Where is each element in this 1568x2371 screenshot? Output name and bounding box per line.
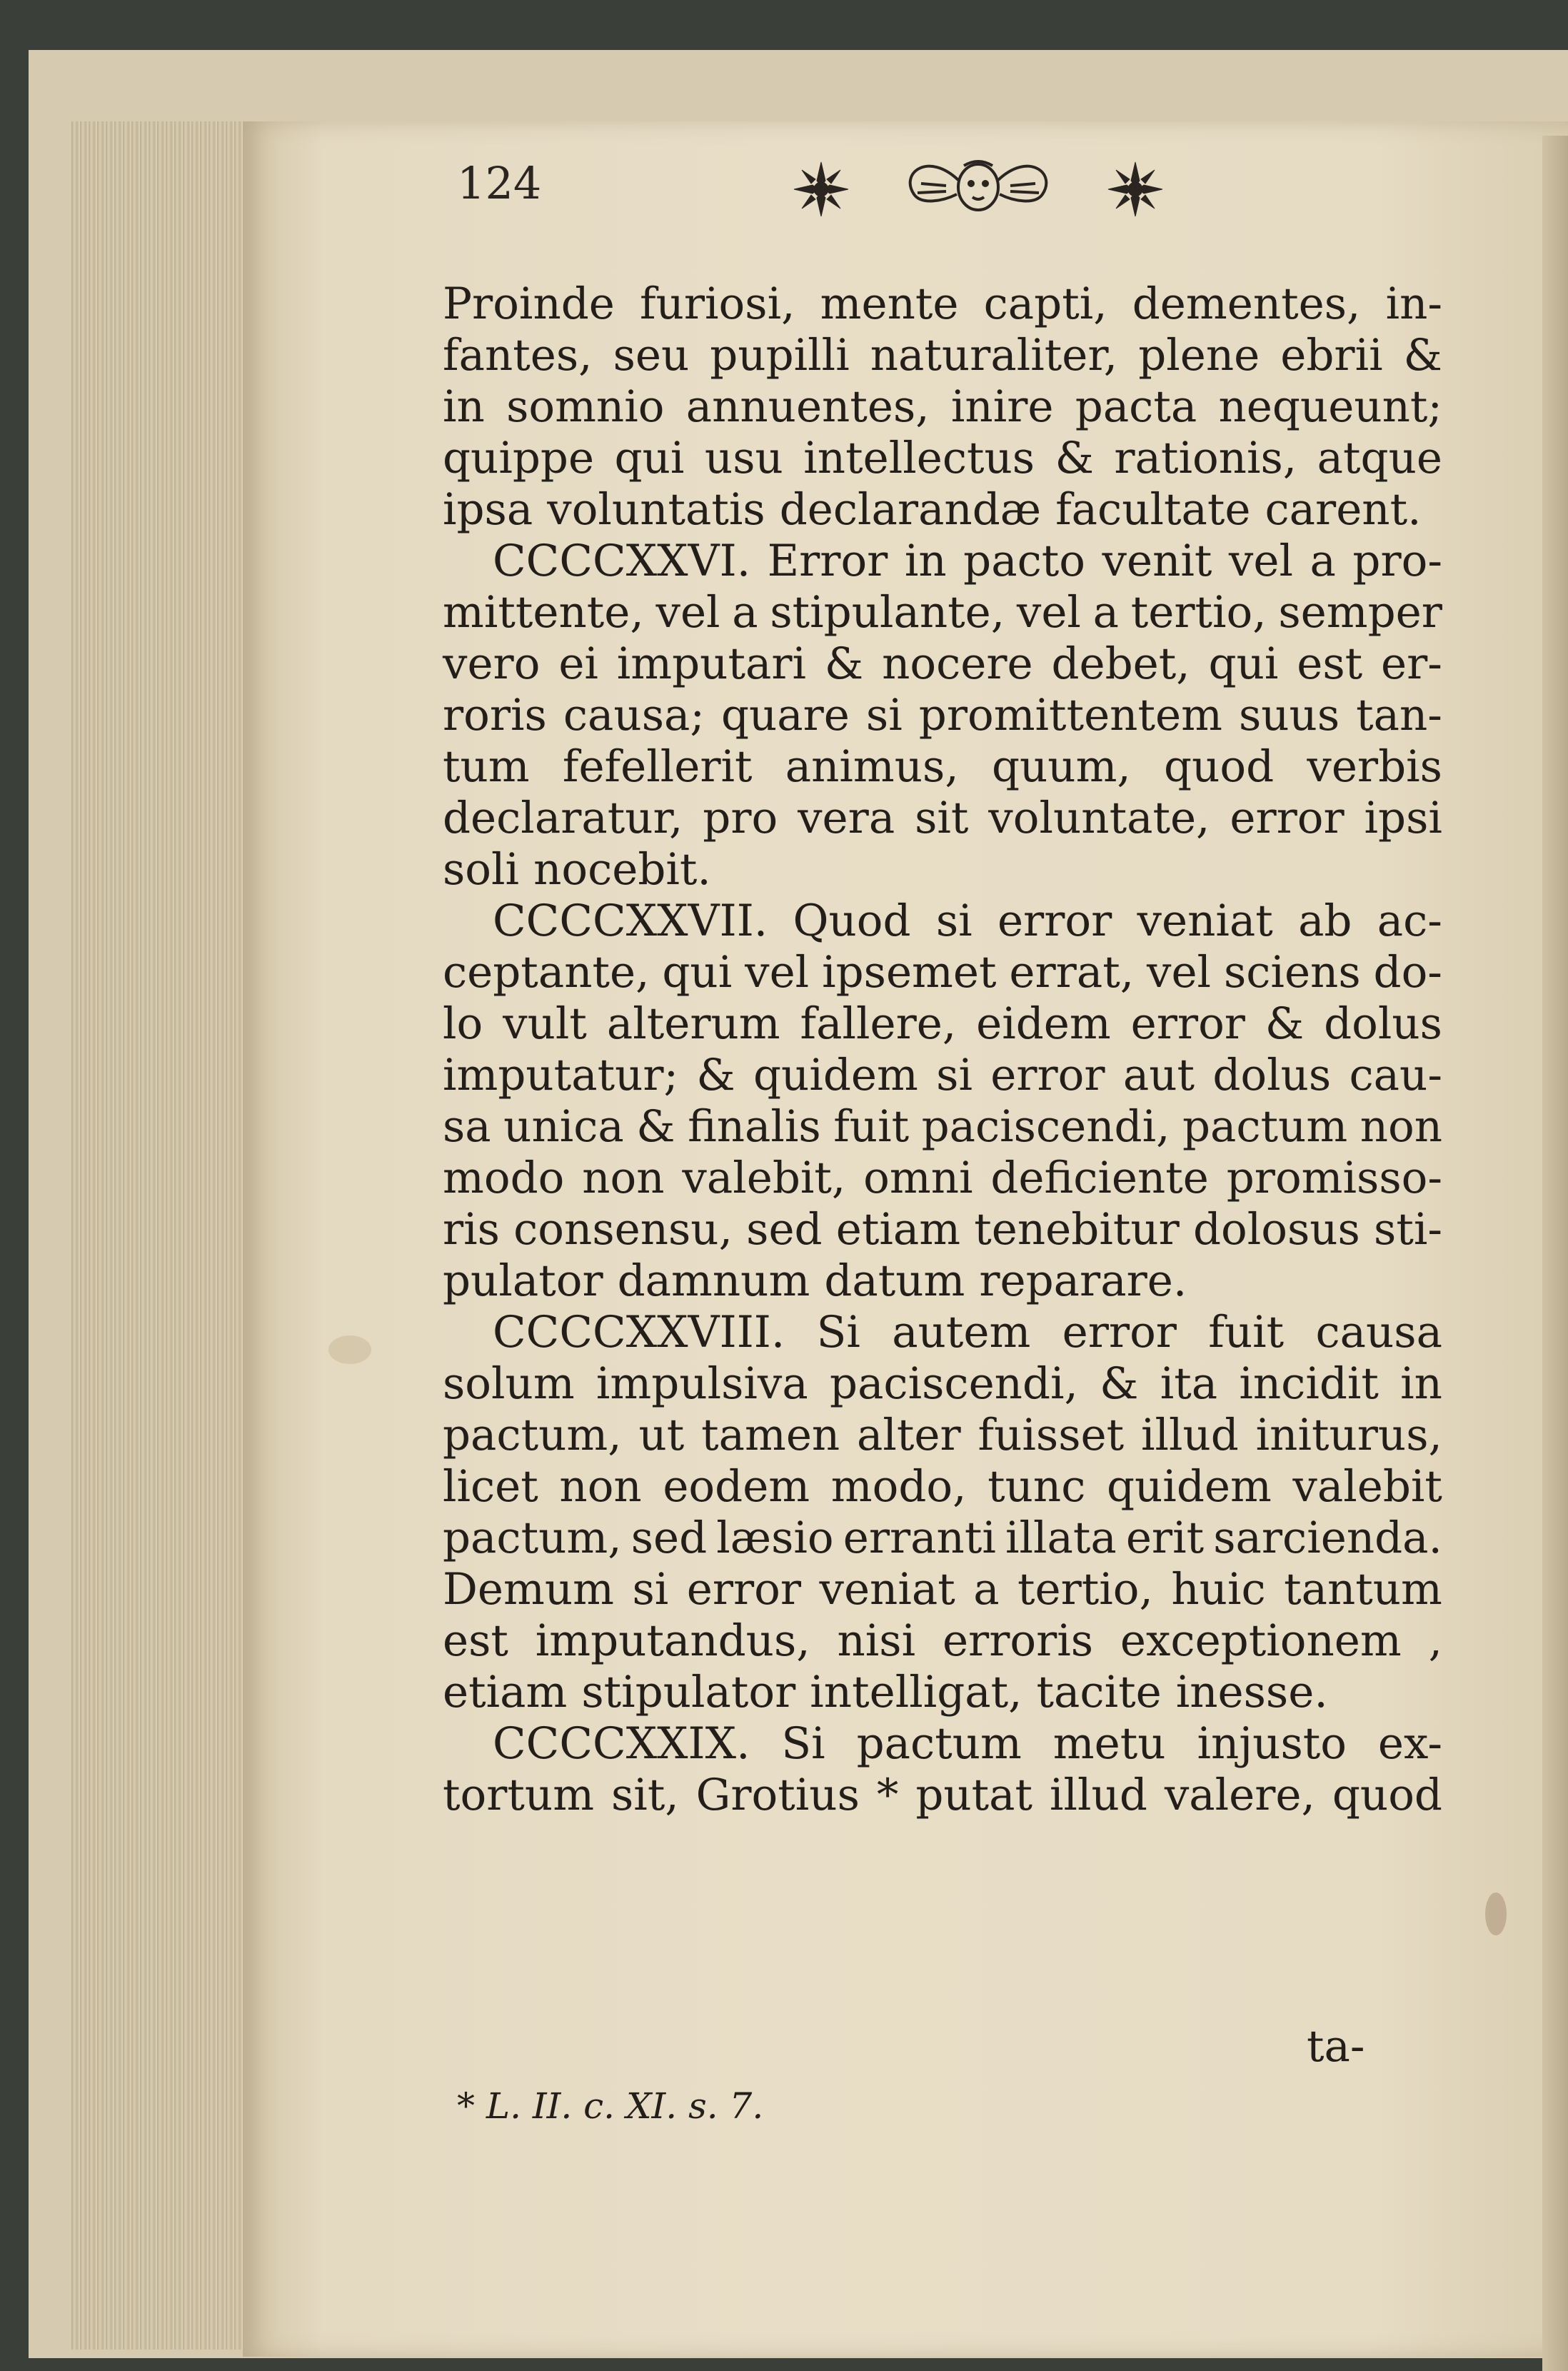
paper-stain [328,1335,371,1364]
text-line: sa unica & finalis fuit paciscendi, pactum non [443,1101,1442,1152]
text-line: etiam stipulator intelligat, tacite inesse. [443,1667,1328,1718]
text-line: in somnio annuentes, inire pacta nequeunt; [443,381,1442,432]
text-line: soli nocebit. [443,844,711,895]
text-line: ris consensu, sed etiam tenebitur dolosus sti- [443,1204,1442,1255]
paper-stain [1485,1893,1507,1935]
text-line: quippe qui usu intellectus & rationis, atque [443,433,1442,483]
text-line: ipsa voluntatis declarandæ facultate carent. [443,484,1422,535]
text-line: lo vult alterum fallere, eidem error & dolus [443,998,1442,1049]
text-line: vero ei imputari & nocere debet, qui est er- [443,638,1442,689]
page-right-edge [1542,136,1568,2371]
body-text [443,279,1442,1821]
page-number: 124 [457,157,542,209]
text-line: pactum, ut tamen alter fuisset illud initurus, [443,1410,1442,1460]
paragraph-start: CCCCXXVIII. Si autem error fuit causa [493,1307,1442,1358]
text-line: tortum sit, Grotius * putat illud valere, quod [443,1770,1442,1820]
text-line: fantes, seu pupilli naturaliter, plene ebrii & [443,330,1442,381]
text-line: roris causa; quare si promittentem suus tan- [443,690,1442,741]
page-edges [71,121,258,2350]
text-line: ceptante, qui vel ipsemet errat, vel sciens do- [443,947,1442,998]
text-line: Proinde furiosi, mente capti, dementes, in- [443,279,1442,329]
text-line: mittente, vel a stipulante, vel a tertio, semper [443,587,1442,638]
text-line: modo non valebit, omni deficiente promisso- [443,1153,1442,1203]
paragraph-start: CCCCXXIX. Si pactum metu injusto ex- [493,1718,1442,1769]
text-line: est imputandus, nisi erroris exceptionem , [443,1615,1442,1666]
cherub-head-with-stars-ornament-icon [793,143,1164,243]
text-line: tum fefellerit animus, quum, quod verbis [443,741,1442,792]
paragraph-start: CCCCXXVI. Error in pacto venit vel a pro- [493,536,1442,586]
page-header [457,143,1442,250]
catchword: ta- [1307,2021,1365,2072]
paragraph-start: CCCCXXVII. Quod si error veniat ab ac- [493,896,1442,946]
text-line: solum impulsiva paciscendi, & ita incidit in [443,1358,1442,1409]
text-line: imputatur; & quidem si error aut dolus cau- [443,1050,1442,1101]
text-line: licet non eodem modo, tunc quidem valebit [443,1461,1442,1512]
footnote: * L. II. c. XI. s. 7. [457,2085,764,2127]
text-line: pulator damnum datum reparare. [443,1255,1187,1306]
text-line: Demum si error veniat a tertio, huic tantum [443,1564,1442,1615]
text-line: declaratur, pro vera sit voluntate, error ipsi [443,793,1442,843]
text-line: pactum, sed læsio erranti illata erit sarcienda. [443,1513,1442,1563]
